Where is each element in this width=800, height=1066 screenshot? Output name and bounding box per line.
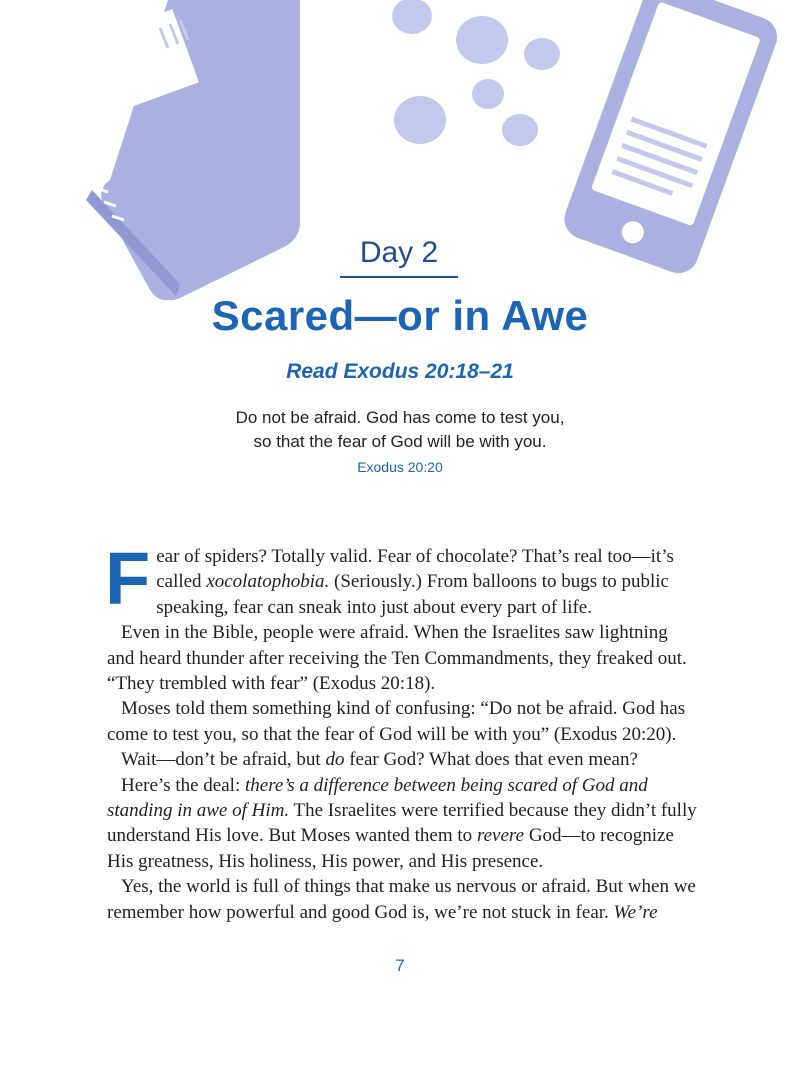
- body-paragraph: Even in the Bible, people were afraid. When the Israelites saw lightning and heard thunder after receiving the Ten Commandments, they freaked out. “They trembled with fear” (Exodus 20:18).: [107, 622, 687, 695]
- body-text: Wait—don’t be afraid, but: [121, 749, 326, 771]
- devotional-body: [105, 537, 697, 925]
- page-number: 7: [395, 956, 405, 975]
- page-title: Scared—or in Awe: [211, 292, 589, 339]
- body-paragraph: [107, 747, 697, 772]
- key-verse-line: Do not be afraid. God has come to test you,: [235, 408, 565, 427]
- bible-book-icon: [86, 0, 300, 300]
- body-text: God—to recognize His greatness, His holiness, His power, and His presence.: [107, 825, 674, 872]
- body-text: ear of spiders? Totally valid. Fear of chocolate? That’s real too—it’s called: [156, 546, 674, 593]
- smartphone-icon: [559, 0, 783, 279]
- body-paragraph: [107, 773, 697, 875]
- body-paragraph: [105, 537, 697, 620]
- body-emphasis: We’re: [613, 901, 658, 923]
- day-label: Day 2: [340, 236, 458, 278]
- body-paragraph: Moses told them something kind of confusing: “Do not be afraid. God has come to test you, so that the fear of God will be with you” (Exodus 20:20).: [107, 698, 686, 745]
- body-text: Yes, the world is full of things that make us nervous or afraid. But when we remember how powerful and good God is, we’re not stuck in fear.: [107, 876, 696, 923]
- key-verse-reference: Exodus 20:20: [357, 459, 443, 475]
- body-text: The Israelites were terrified because they didn’t fully understand His love. But Moses wanted them to: [107, 800, 697, 847]
- body-text: Here’s the deal:: [121, 774, 245, 796]
- body-emphasis: xocolatophobia.: [206, 571, 330, 593]
- body-paragraph: [107, 874, 697, 925]
- body-text: fear God? What does that even mean?: [344, 749, 638, 771]
- reading-reference: Read Exodus 20:18–21: [286, 360, 514, 383]
- key-verse-line: so that the fear of God will be with you.: [253, 432, 547, 451]
- body-emphasis: revere: [476, 825, 525, 847]
- body-emphasis: there’s a difference between being scared of God and standing in awe of Him.: [107, 774, 648, 822]
- drop-cap: F: [105, 537, 151, 620]
- decorative-dots: [392, 0, 560, 146]
- key-verse: [0, 406, 800, 454]
- body-emphasis: do: [325, 749, 345, 771]
- body-text: (Seriously.) From balloons to bugs to public speaking, fear can sneak into just about every part of life.: [156, 571, 669, 618]
